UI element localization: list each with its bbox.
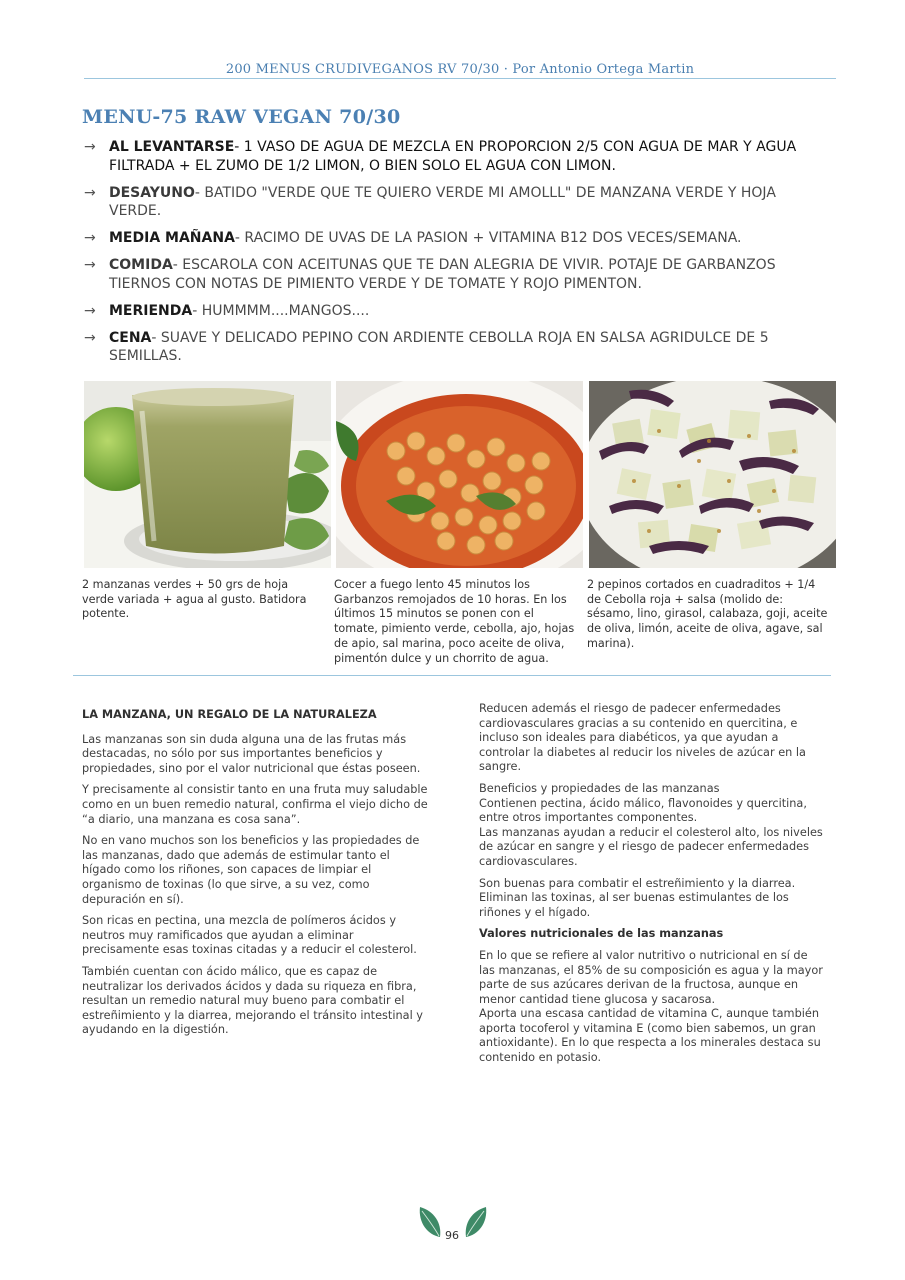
menu-item-label: COMIDA	[109, 257, 173, 273]
menu-item-media-manana	[84, 229, 804, 248]
benefits-line: Contienen pectina, ácido málico, flavonoides y quercitina, entre otros importantes componentes.	[479, 796, 807, 825]
article-paragraph: Son ricas en pectina, una mezcla de polímeros ácidos y neutros muy ramificados que ayudan a eliminar precisamente esas toxinas citadas y a reducir el colesterol.	[82, 914, 417, 957]
article-paragraph: También cuentan con ácido málico, que es capaz de neutralizar los derivados ácidos y dada su riqueza en fibra, resultan un remedio natural muy bueno para combatir el estreñimiento y la diarrea, mejorando el tránsito intestinal y ayudando en la digestión.	[82, 964, 423, 1037]
cucumber-salad-caption: 2 pepinos cortados en cuadraditos + 1/4 de Cebolla roja + salsa (molido de: sésamo, lino, girasol, calabaza, goji, aceite de oliva, limón, aceite de oliva, agave, sal marina).	[587, 578, 828, 650]
article-paragraph: No en vano muchos son los beneficios y las propiedades de las manzanas, dado que además de estimular tanto el hígado como los riñones, son capaces de limpiar el organismo de toxinas (lo que sirve, a su vez, como depuración en sí).	[82, 834, 420, 906]
menu-item-text: - HUMMMM....MANGOS....	[192, 302, 370, 319]
section-divider	[73, 675, 831, 676]
cucumber-onion-salad-photo	[589, 381, 836, 568]
article-line: Eliminan las toxinas, al ser buenas estimulantes de los riñones y el hígado.	[479, 891, 789, 919]
article-paragraph: Las manzanas son sin duda alguna una de las frutas más destacadas, no sólo por sus importantes beneficios y propiedades, sino por el valor nutricional que éstas poseen.	[82, 732, 421, 775]
menu-item-comida	[84, 256, 804, 293]
menu-item-al-levantarse	[84, 138, 804, 175]
benefits-line: Las manzanas ayudan a reducir el colesterol alto, los niveles de azúcar en sangre y el riesgo de padecer enfermedades cardiovasculares.	[479, 825, 823, 868]
menu-item-text: - SUAVE Y DELICADO PEPINO CON ARDIENTE CEBOLLA ROJA EN SALSA AGRIDULCE DE 5 SEMILLAS.	[109, 329, 769, 364]
article-paragraph: Y precisamente al consistir tanto en una fruta muy saludable como en un buen remedio natural, confirma el viejo dicho de “a diario, una manzana es cosa sana”.	[82, 783, 428, 826]
benefits-block	[479, 782, 825, 870]
chickpea-stew-photo	[336, 381, 583, 568]
menu-item-label: DESAYUNO	[109, 184, 195, 201]
smoothie-caption: 2 manzanas verdes + 50 grs de hoja verde variada + agua al gusto. Batidora potente.	[82, 578, 307, 621]
arrow-icon: →	[84, 257, 96, 273]
menu-item-text: - RACIMO DE UVAS DE LA PASION + VITAMINA B12 DOS VECES/SEMANA.	[234, 230, 742, 246]
arrow-icon: →	[84, 302, 96, 319]
nutrition-subheading: Valores nutricionales de las manzanas	[479, 927, 724, 941]
green-smoothie-photo	[84, 381, 331, 568]
menu-item-desayuno	[84, 184, 804, 221]
arrow-icon: →	[84, 184, 96, 201]
article-heading: LA MANZANA, UN REGALO DE LA NATURALEZA	[82, 708, 377, 721]
arrow-icon: →	[84, 329, 96, 346]
running-header: 200 MENUS CRUDIVEGANOS RV 70/30 · Por Antonio Ortega Martin	[225, 62, 695, 77]
menu-item-label: MERIENDA	[109, 302, 193, 319]
menu-item-label: CENA	[109, 329, 152, 346]
article-line: Son buenas para combatir el estreñimiento y la diarrea.	[479, 876, 796, 890]
menu-item-cena	[84, 329, 804, 366]
article-paragraph: Reducen además el riesgo de padecer enfermedades cardiovasculares gracias a su contenido en quercitina, e incluso son ideales para diabéticos, ya que ayudan a controlar la diabetes al reducir los niveles de azúcar en la sangre.	[479, 702, 806, 774]
benefits-title: Beneficios y propiedades de las manzanas	[479, 781, 720, 795]
menu-item-label: MEDIA MAÑANA	[109, 230, 235, 246]
menu-item-list	[84, 138, 804, 374]
article-line: Aporta una escasa cantidad de vitamina C, aunque también aporta tocoferol y vitamina E (como bien sabemos, un gran antioxidante). En lo que respecta a los minerales destaca su contenido en potasio.	[479, 1007, 821, 1065]
menu-item-merienda	[84, 302, 804, 321]
chickpea-stew-caption: Cocer a fuego lento 45 minutos los Garbanzos remojados de 10 horas. En los últimos 15 minutos se ponen con el tomate, pimiento verde, cebolla, ajo, hojas de apio, sal marina, poco aceite de oliva, pimentón dulce y un chorrito de agua.	[334, 578, 575, 665]
menu-item-label: AL LEVANTARSE	[109, 139, 235, 155]
article-right-column	[479, 702, 825, 1073]
page-number: 96	[445, 1229, 459, 1242]
menu-item-text: - ESCAROLA CON ACEITUNAS QUE TE DAN ALEGRIA DE VIVIR. POTAJE DE GARBANZOS TIERNOS CON NOTAS DE PIMIENTO VERDE Y DE TOMATE Y ROJO PIMENTON.	[109, 257, 776, 292]
arrow-icon: →	[84, 139, 96, 155]
header-divider	[84, 78, 836, 79]
menu-item-text: - 1 VASO DE AGUA DE MEZCLA EN PROPORCION 2/5 CON AGUA DE MAR Y AGUA FILTRADA + EL ZUMO DE 1/2 LIMON, O BIEN SOLO EL AGUA CON LIMON.	[109, 139, 797, 174]
menu-item-text: - BATIDO "VERDE QUE TE QUIERO VERDE MI AMOLLL" DE MANZANA VERDE Y HOJA VERDE.	[109, 184, 776, 219]
article-line: En lo que se refiere al valor nutritivo o nutricional en sí de las manzanas, el 85% de su composición es agua y la mayor parte de sus azúcares derivan de la fructosa, aunque en menor cantidad tiene glucosa y sacarosa.	[479, 948, 823, 1006]
article-paragraph	[479, 877, 825, 921]
menu-title: MENU-75 RAW VEGAN 70/30	[82, 106, 401, 128]
article-left-column	[82, 708, 430, 1045]
article-paragraph	[479, 949, 825, 1066]
arrow-icon: →	[84, 230, 96, 246]
